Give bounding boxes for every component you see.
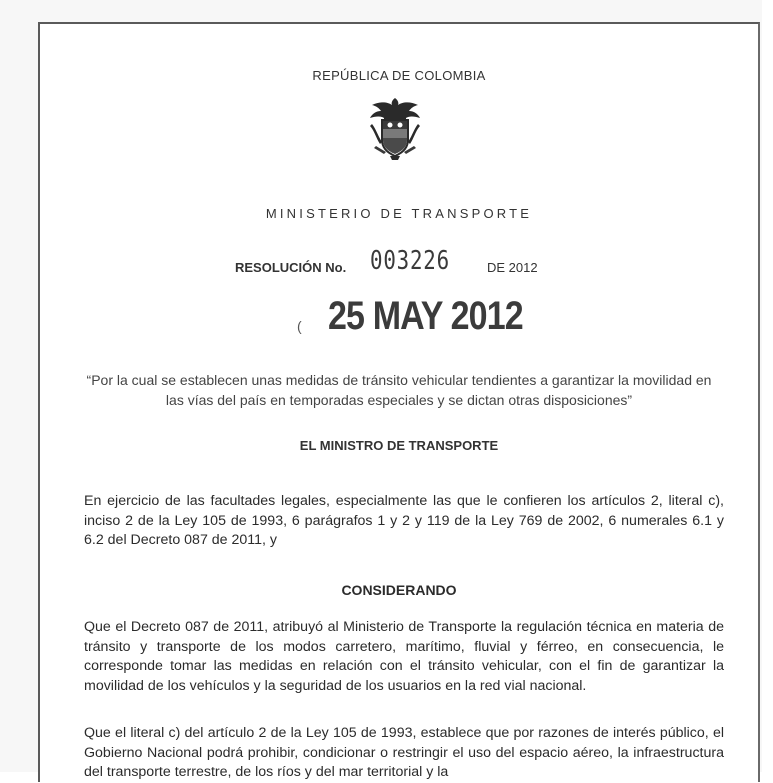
- resolucion-label: RESOLUCIÓN No.: [235, 260, 347, 275]
- el-ministro-heading: EL MINISTRO DE TRANSPORTE: [299, 438, 499, 453]
- republica-heading: REPÚBLICA DE COLOMBIA: [312, 68, 486, 83]
- paragraph-decreto: Que el Decreto 087 de 2011, atribuyó al Ministerio de Transporte la regulación técnica en materia de tránsito y transporte de los modos carretero, marítimo, fluvial y férreo, en consecuencia, le corresponde tomar las medidas en relación con el tránsito vehicular, con el fin de garantizar la movilidad de los vehículos y la seguridad de los usuarios en la red vial nacional.: [84, 619, 724, 694]
- paragraph-ley-105: Que el literal c) del artículo 2 de la Ley 105 de 1993, establece que por razones de interés público, el Gobierno Nacional podrá prohibir, condicionar o restringir el uso del espacio aéreo, la infraestructura del transporte terrestre, de los ríos y del mar territorial y la: [84, 725, 724, 780]
- considerando-heading: CONSIDERANDO: [341, 582, 457, 598]
- resolution-subject-quote: “Por la cual se establecen unas medidas de tránsito vehicular tendientes a garantizar la movilidad en las vías del país en temporadas especiales y se dictan otras disposiciones”: [86, 372, 712, 408]
- date-paren: (: [297, 318, 302, 334]
- scan-right-edge: [762, 0, 773, 772]
- paragraph-facultades: En ejercicio de las facultades legales, especialmente las que le confieren los artículos 2, literal c), inciso 2 de la Ley 105 de 1993, 6 parágrafos 1 y 2 y 119 de la Ley 769 de 2002, 6 numerales 6.1 y 6.2 del Decreto 087 de 2011, y: [84, 493, 724, 548]
- resolucion-number: 003226: [370, 246, 450, 276]
- resolucion-line: [40, 246, 758, 286]
- resolucion-year: DE 2012: [487, 260, 538, 275]
- ministerio-heading: MINISTERIO DE TRANSPORTE: [265, 206, 533, 221]
- document-page: [38, 22, 760, 782]
- date-stamp: 25 MAY 2012: [328, 294, 523, 338]
- coat-of-arms-icon: [362, 96, 428, 162]
